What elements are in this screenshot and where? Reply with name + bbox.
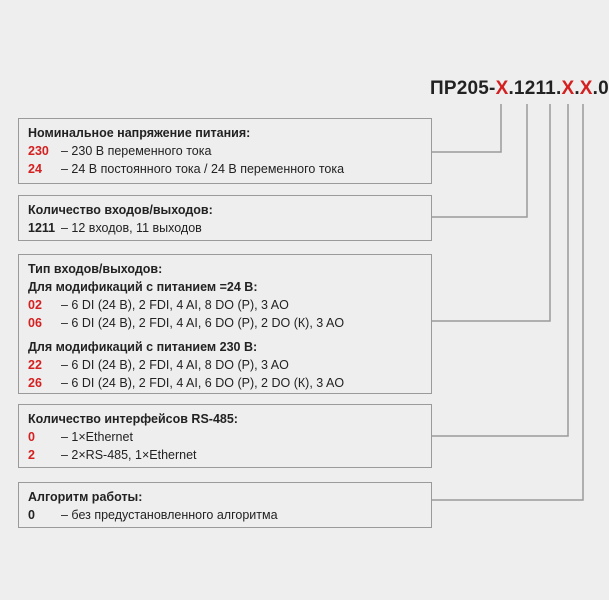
voltage-title: Номинальное напряжение питания:	[28, 126, 251, 140]
model-code	[430, 78, 609, 100]
option-text: – 24 В постоянного тока / 24 В переменного тока	[61, 162, 345, 176]
list-item	[28, 160, 422, 178]
connector-voltage	[432, 104, 501, 152]
connector-algorithm	[432, 104, 583, 500]
io-count-title: Количество входов/выходов:	[28, 203, 213, 217]
option-text: – 6 DI (24 В), 2 FDI, 4 AI, 6 DO (Р), 2 DO (К), 3 AO	[61, 316, 345, 330]
option-key: 22	[28, 358, 42, 372]
code-io-count: 1211	[513, 78, 556, 99]
list-item	[28, 446, 422, 464]
option-text: – 230 В переменного тока	[61, 144, 212, 158]
list-item	[28, 314, 422, 332]
rs485-box	[18, 404, 432, 468]
io-type-subtitle-230v: Для модификаций с питанием 230 В:	[28, 340, 258, 354]
code-dot: .	[574, 78, 580, 99]
code-dot: .	[555, 78, 562, 99]
io-type-box	[18, 254, 432, 394]
list-item	[28, 142, 422, 160]
option-key: 1211	[28, 221, 56, 235]
connector-io-type	[432, 104, 550, 321]
option-key: 0	[28, 508, 35, 522]
connector-io-count	[432, 104, 527, 217]
option-key: 24	[28, 162, 42, 176]
option-text: – 6 DI (24 В), 2 FDI, 4 AI, 8 DO (Р), 3 AO	[61, 358, 289, 372]
list-item	[28, 219, 422, 237]
list-item	[28, 374, 422, 392]
option-text: – 6 DI (24 В), 2 FDI, 4 AI, 8 DO (Р), 3 AO	[61, 298, 289, 312]
code-voltage-placeholder: X	[495, 78, 509, 99]
code-prefix: ПР205-	[430, 78, 496, 99]
list-item	[28, 296, 422, 314]
rs485-title: Количество интерфейсов RS-485:	[28, 412, 238, 426]
option-text: – 6 DI (24 В), 2 FDI, 4 AI, 6 DO (Р), 2 DO (К), 3 AO	[61, 376, 345, 390]
code-algorithm: 0	[598, 78, 609, 99]
option-text: – 2×RS-485, 1×Ethernet	[61, 448, 197, 462]
list-item	[28, 356, 422, 374]
code-dot: .	[508, 78, 514, 99]
voltage-box	[18, 118, 432, 184]
option-text: – 1×Ethernet	[61, 430, 133, 444]
option-key: 230	[28, 144, 49, 158]
algorithm-title: Алгоритм работы:	[28, 490, 143, 504]
connector-rs485	[432, 104, 568, 436]
code-io-type-placeholder: X	[561, 78, 575, 99]
code-dot: .	[592, 78, 599, 99]
option-key: 06	[28, 316, 42, 330]
option-key: 26	[28, 376, 42, 390]
option-key: 2	[28, 448, 35, 462]
option-key: 0	[28, 430, 35, 444]
option-text: – 12 входов, 11 выходов	[61, 221, 202, 235]
list-item	[28, 506, 422, 524]
io-type-title: Тип входов/выходов:	[28, 262, 163, 276]
io-type-subtitle-24v: Для модификаций с питанием =24 В:	[28, 280, 258, 294]
io-count-box	[18, 195, 432, 241]
option-key: 02	[28, 298, 42, 312]
option-text: – без предустановленного алгоритма	[61, 508, 278, 522]
code-rs485-placeholder: X	[579, 78, 593, 99]
algorithm-box	[18, 482, 432, 528]
list-item	[28, 428, 422, 446]
